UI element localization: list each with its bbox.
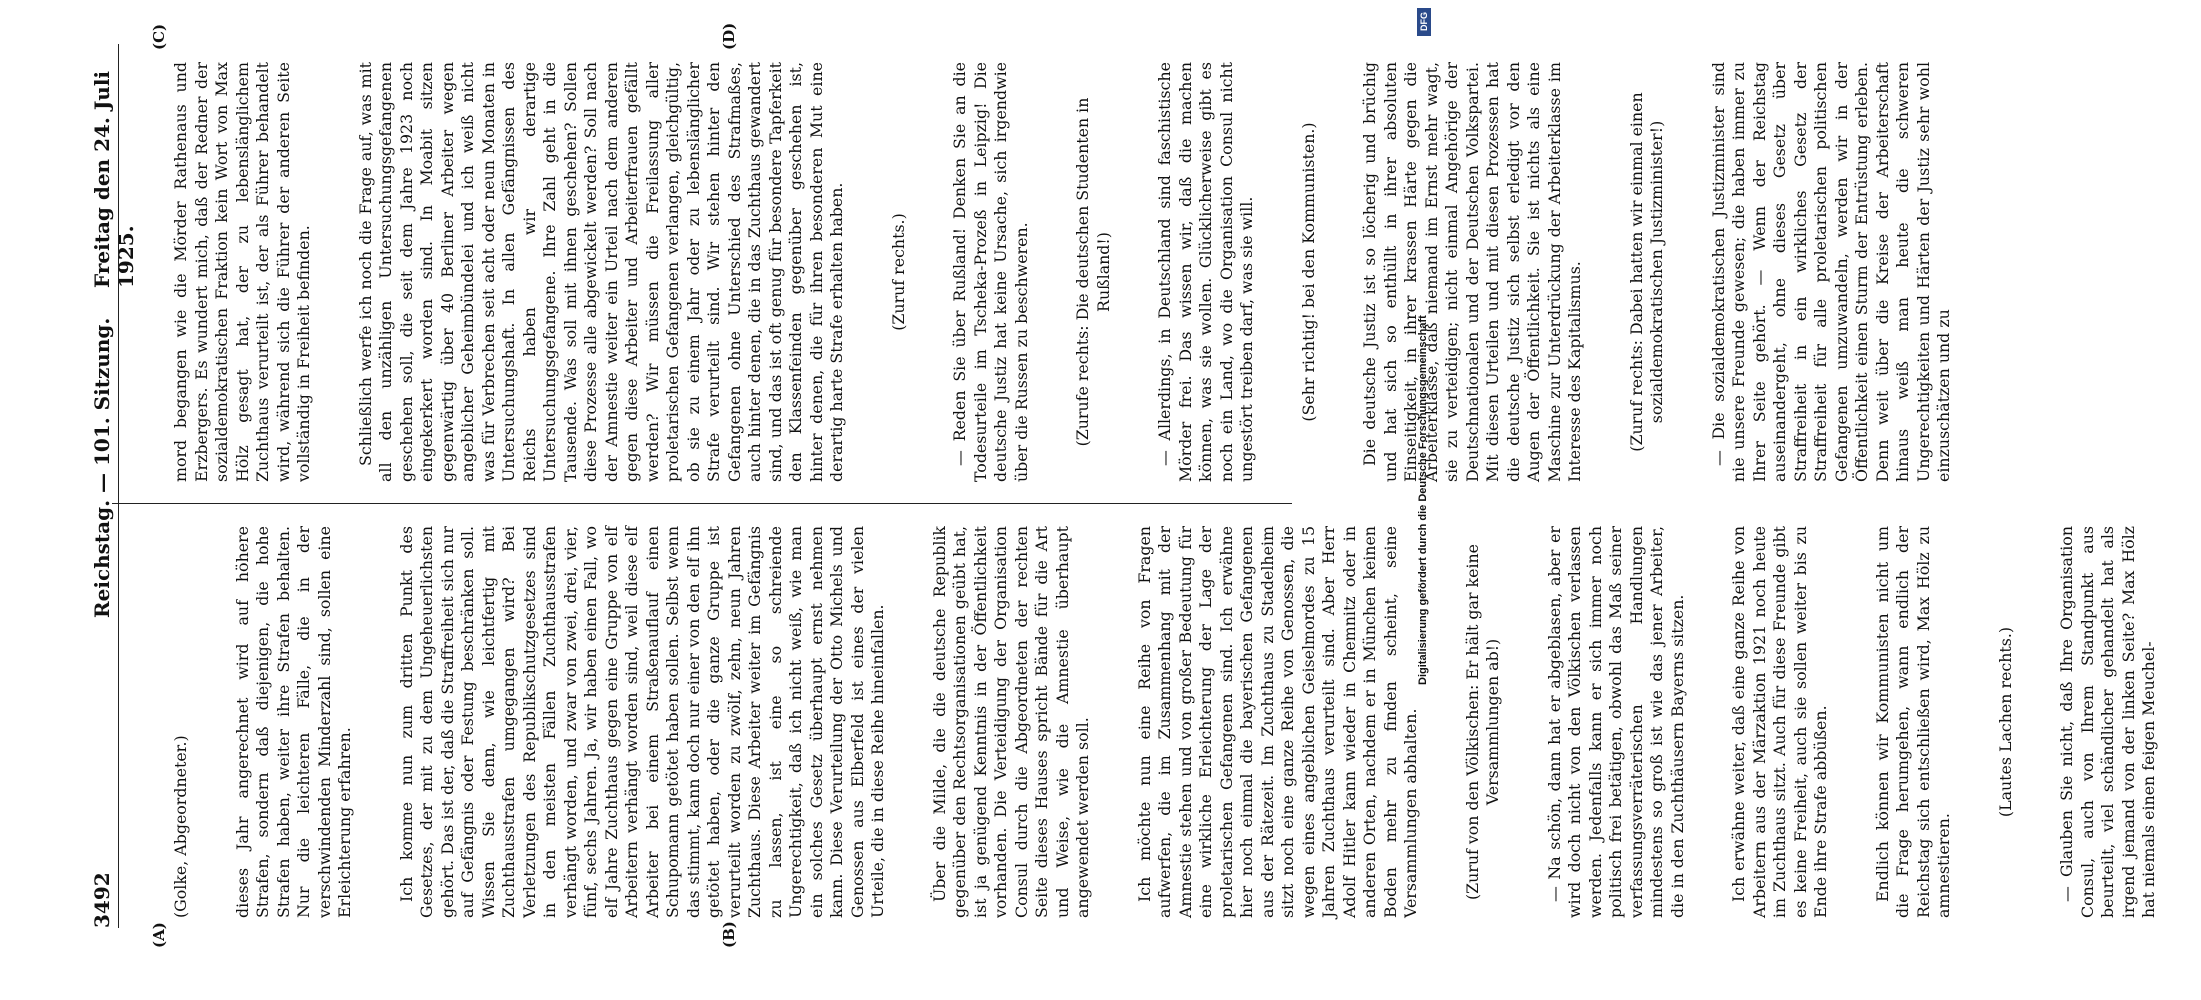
paragraph: Ich komme nun zum dritten Punkt des Gesetzes, der mit zu dem Ungeheuerlichsten gehört. Das ist der, daß die Straffreiheit sich nur auf Gefängnis oder Festung beschränken soll. Wissen Sie denn, wie leichtfertig mit Zuchthausstrafen umgegangen wird? Bei Verletzungen des Republikschutzgesetzes sind in den meisten Fällen Zuchthausstrafen verhängt worden, und zwar von zwei, drei, vier, fünf, sechs Jahren. Ja, wir haben einen Fall, wo elf Jahre Zuchthaus gegen eine Gruppe von elf Arbeitern verhängt worden sind, weil diese elf Arbeiter bei einem Straßenauflauf einen Schupomann getötet haben sollen. Selbst wenn das stimmt, kann doch nur einer von den elf ihn getötet haben, oder die ganze Gruppe ist verurteilt worden zu zwölf, zehn, neun Jahren Zuchthaus. Diese Arbeiter weiter im Gefängnis zu lassen, ist eine so schreiende Ungerechtigkeit, daß ich nicht weiß, wie man ein solches Gesetz überhaupt ernst nehmen kann. Diese Verurteilung der Otto Michels und Genossen aus Elberfeld ist eines der vielen Urteile, die in diese Reihe hineinfallen. bbox=[396, 520, 887, 918]
paragraph: — Glauben Sie nicht, daß Ihre Organisation Consul, auch von Ihrem Standpunkt aus beurteilt, viel schändlicher gehandelt hat als irgend jemand von der linken Seite? Max Hölz hat niemals einen feigen Meuchel- bbox=[2057, 520, 2158, 918]
margin-mark-c: (C) bbox=[150, 23, 168, 50]
credit-text: Digitalisierung gefördert durch die Deutsche Forschungsgemeinschaft bbox=[1417, 315, 1429, 685]
paragraph: Ich erwähne weiter, daß eine ganze Reihe von Arbeitern aus der Märzaktion 1921 noch heute im Zuchthaus sitzt. Auch für diese Freunde gibt es keine Freiheit, auch sie sollen weiter bis zu Ende ihre Strafe abbüßen. bbox=[1729, 520, 1830, 918]
paragraph: Die deutsche Justiz ist so löcherig und brüchig und hat sich so enthüllt in ihrer absoluten Einseitigkeit, in ihrer krassen Härte gegen die Arbeiterklasse, daß niemand im Ernst mehr wagt, sie zu verteidigen; nicht einmal Angehörige der Deutschnationalen und der Deutschen Volkspartei. Mit diesen Urteilen und mit diesen Prozessen hat die deutsche Justiz sich selbst erledigt vor den Augen der Öffentlichkeit. Sie ist nichts als eine Maschine zur Unterdrückung der Arbeiterklasse im Interesse des Kapitalismus. bbox=[1360, 56, 1584, 482]
paragraph: — Die sozialdemokratischen Justizminister sind nie unsere Freunde gewesen; die haben immer zu Ihrer Seite gehört. — Wenn der Reichstag auseinandergeht, ohne dieses Gesetz über Straffreiheit in ein wirkliches Gesetz der Straffreiheit für alle proletarischen politischen Gefangenen umzuwandeln, werden wir in der Öffentlichkeit einen Sturm der Entrüstung erleben. Denn weit über die Kreise der Arbeiterschaft hinaus weiß man heute die schweren Ungerechtigkeiten und Härten der Justiz sehr wohl einzuschätzen und zu bbox=[1708, 56, 1953, 482]
paragraph: dieses Jahr angerechnet wird auf höhere Strafen, sondern daß diejenigen, die hohe Strafen haben, weiter ihre Strafen behalten. Nur die leichteren Fälle, die in der verschwindenden Minderzahl sind, sollen eine Erleichterung erfahren. bbox=[232, 520, 354, 918]
column-divider bbox=[112, 503, 1292, 504]
interjection: (Zurufe rechts: Die deutschen Studenten in Rußland!) bbox=[1073, 92, 1113, 447]
paragraph: Über die Milde, die die deutsche Republik gegenüber den Rechtsorganisationen geübt hat, ist ja genügend Kenntnis in der Öffentlichkeit vorhanden. Die Verteidigung der Organisation Consul durch die Abgeordneten der rechten Seite dieses Hauses spricht Bände für die Art und Weise, wie die Amnestie überhaupt angewendet werden soll. bbox=[929, 520, 1092, 918]
left-column bbox=[130, 520, 2201, 918]
margin-mark-a: (A) bbox=[150, 922, 168, 948]
paragraph: Schließlich werfe ich noch die Frage auf, was mit all den unzähligen Untersuchungsgefangenen geschehen soll, die seit dem Jahre 1923 noch eingekerkert worden sind. In Moabit sitzen gegenwärtig über 40 Berliner Arbeiter wegen angeblicher Geheimbündelei und ich weiß nicht was für Verbrechen seit acht oder neun Monaten in Untersuchungshaft. In allen Gefängnissen des Reichs haben wir derartige Untersuchungsgefangene. Ihre Zahl geht in die Tausende. Was soll mit ihnen geschehen? Sollen diese Prozesse alle abgewickelt werden? Soll nach der Amnestie weiter ein Urteil nach dem anderen gegen diese Arbeiter und Arbeiterfrauen gefällt werden? Wir müssen die Freilassung aller proletarischen Gefangenen verlangen, gleichgültig, ob sie zu einem Jahr oder zu lebenslänglicher Strafe verurteilt sind. Wir stehen hinter den Gefangenen ohne Unterschied des Strafmaßes, auch hinter denen, die in das Zuchthaus gewandert sind, und das ist oft genug für besondere Tapferkeit den Klassenfeinden gegenüber geschehen ist, hinter denen, die für ihren besonderen Mut eine derartig harte Strafe erhalten haben. bbox=[355, 56, 846, 482]
interjection: (Zuruf rechts.) bbox=[888, 213, 908, 331]
interjection: (Zuruf rechts: Dabei hatten wir einmal einen sozialdemokratischen Justizminister!) bbox=[1626, 87, 1666, 452]
margin-mark-d: (D) bbox=[720, 22, 738, 50]
interjection: (Zuruf von den Völkischen: Er hält gar keine Versammlungen ab!) bbox=[1462, 538, 1502, 901]
paragraph: mord begangen wie die Mörder Rathenaus und Erzbergers. Es wundert mich, daß der Redner der sozialdemokratischen Fraktion kein Wort von Max Hölz gesagt hat, der zu lebenslänglichem Zuchthaus verurteilt ist, der als Führer behandelt wird, während sich die Führer der anderen Seite vollständig in Freiheit befinden. bbox=[171, 56, 313, 482]
page-header bbox=[90, 48, 138, 928]
margin-mark-b: (B) bbox=[720, 921, 738, 948]
page-number: 3492 bbox=[90, 872, 114, 928]
interjection: (Lautes Lachen rechts.) bbox=[1995, 626, 2015, 818]
digitization-credit bbox=[1412, 0, 1434, 1000]
dfg-logo-icon: DFG bbox=[1417, 8, 1431, 36]
paragraph: — Na schön, dann hat er abgeblasen, aber er wird doch nicht von den Völkischen verlassen werden. Jedenfalls kann er sich immer noch politisch frei betätigen, obwohl das Maß seiner verfassungsverräterischen Handlungen mindestens so groß ist wie das jener Arbeiter, die in den Zuchthäusern Bayerns sitzen. bbox=[1544, 520, 1687, 918]
paragraph: Ich möchte nun eine Reihe von Fragen aufwerfen, die im Zusammenhang mit der Amnestie stehen und von großer Bedeutung für eine wirkliche Erleichterung der Lage der proletarischen Gefangenen sind. Ich erwähne hier noch einmal die bayerischen Gefangenen aus der Rätezeit. Im Zuchthaus zu Stadelheim sitzt noch eine ganze Reihe von Genossen, die wegen eines angeblichen Geiselmordes zu 15 Jahren Zuchthaus verurteilt sind. Aber Herr Adolf Hitler kann wieder in Chemnitz oder in anderen Orten, nachdem er in München keinen Boden mehr zu finden scheint, seine Versammlungen abhalten. bbox=[1134, 520, 1420, 918]
session-date: Freitag den 24. Juli 1925. bbox=[90, 70, 138, 288]
paragraph: Endlich können wir Kommunisten nicht um die Frage herumgehen, wann endlich der Reichstag sich entschließen wird, Max Hölz zu amnestieren. bbox=[1872, 520, 1953, 918]
paragraph: — Reden Sie über Rußland! Denken Sie an die Todesurteile im Tscheka-Prozeß in Leipzig! Die deutsche Justiz hat keine Ursache, sich irgendwie über die Russen zu beschweren. bbox=[950, 56, 1031, 482]
right-column bbox=[130, 56, 1996, 482]
header-rule bbox=[118, 44, 119, 928]
paragraph: — Allerdings, in Deutschland sind faschistische Mörder frei. Das wissen wir, daß die machen können, was sie wollen. Glücklicherweise gibt es noch ein Land, wo die Organisation Consul nicht ungestört treiben darf, was sie will. bbox=[1155, 56, 1256, 482]
speaker-label: (Golke, Abgeordneter.) bbox=[171, 735, 190, 918]
session-title: Reichstag. — 101. Sitzung. bbox=[90, 317, 114, 618]
interjection: (Sehr richtig! bei den Kommunisten.) bbox=[1298, 122, 1318, 422]
